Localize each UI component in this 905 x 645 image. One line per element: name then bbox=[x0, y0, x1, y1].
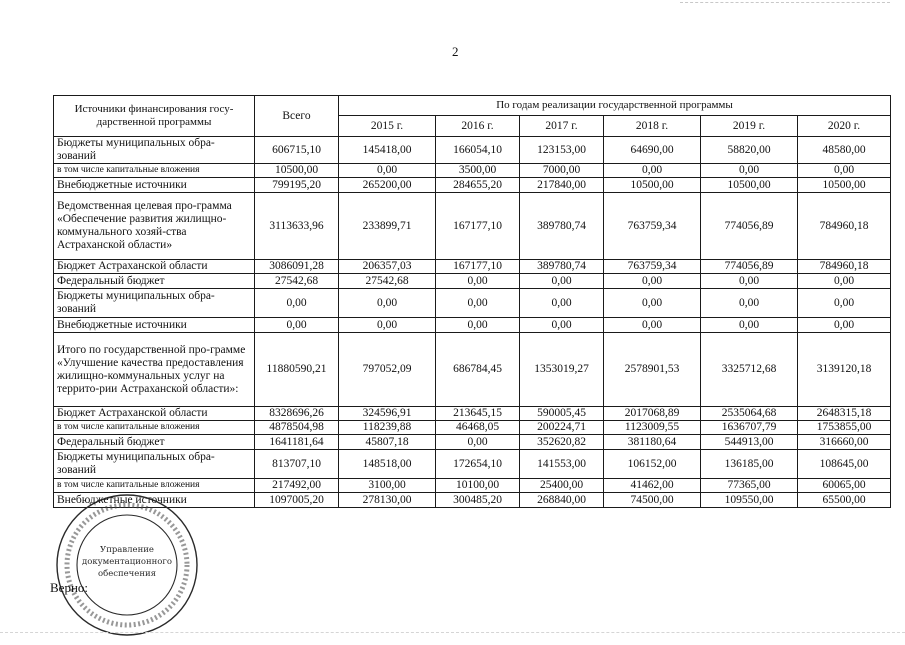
table-row bbox=[54, 421, 891, 435]
cell-year-value: 268840,00 bbox=[520, 493, 604, 508]
cell-total: 606715,10 bbox=[255, 137, 339, 164]
cell-total: 813707,10 bbox=[255, 450, 339, 479]
table-row bbox=[54, 289, 891, 318]
cell-year-value: 106152,00 bbox=[604, 450, 701, 479]
cell-year-value: 0,00 bbox=[520, 289, 604, 318]
page-number: 2 bbox=[452, 44, 459, 59]
cell-year-value: 0,00 bbox=[701, 289, 798, 318]
row-label: Бюджеты муниципальных обра-зований bbox=[54, 289, 255, 318]
cell-year-value: 381180,64 bbox=[604, 435, 701, 450]
cell-total: 27542,68 bbox=[255, 274, 339, 289]
cell-year-value: 0,00 bbox=[604, 274, 701, 289]
cell-year-value: 10500,00 bbox=[798, 178, 891, 193]
cell-year-value: 0,00 bbox=[604, 164, 701, 178]
cell-year-value: 0,00 bbox=[701, 274, 798, 289]
official-stamp bbox=[52, 490, 202, 640]
cell-year-value: 1353019,27 bbox=[520, 333, 604, 407]
cell-year-value: 0,00 bbox=[798, 274, 891, 289]
cell-year-value: 10100,00 bbox=[436, 479, 520, 493]
row-label: в том числе капитальные вложения bbox=[54, 421, 255, 435]
row-label: Итого по государственной про-грамме «Улучшение качества предоставления жилищно-коммунальных услуг на террито-рии Астраханской области»: bbox=[54, 333, 255, 407]
cell-total: 8328696,26 bbox=[255, 407, 339, 421]
cell-year-value: 1123009,55 bbox=[604, 421, 701, 435]
cell-year-value: 213645,15 bbox=[436, 407, 520, 421]
row-label: Бюджет Астраханской области bbox=[54, 407, 255, 421]
cell-year-value: 774056,89 bbox=[701, 193, 798, 260]
verno-signature-label: Верно: bbox=[50, 580, 89, 595]
table-row bbox=[54, 435, 891, 450]
table-row bbox=[54, 137, 891, 164]
table-row bbox=[54, 274, 891, 289]
cell-total: 3113633,96 bbox=[255, 193, 339, 260]
cell-year-value: 64690,00 bbox=[604, 137, 701, 164]
cell-year-value: 1753855,00 bbox=[798, 421, 891, 435]
cell-year-value: 2578901,53 bbox=[604, 333, 701, 407]
cell-year-value: 0,00 bbox=[339, 164, 436, 178]
cell-year-value: 784960,18 bbox=[798, 260, 891, 274]
cell-year-value: 10500,00 bbox=[604, 178, 701, 193]
bottom-scan-marks bbox=[0, 632, 905, 635]
cell-year-value: 3325712,68 bbox=[701, 333, 798, 407]
cell-year-value: 200224,71 bbox=[520, 421, 604, 435]
cell-year-value: 0,00 bbox=[339, 318, 436, 333]
stamp-text-2: документационного bbox=[81, 557, 173, 567]
cell-year-value: 0,00 bbox=[798, 164, 891, 178]
cell-year-value: 206357,03 bbox=[339, 260, 436, 274]
cell-year-value: 590005,45 bbox=[520, 407, 604, 421]
cell-year-value: 0,00 bbox=[701, 318, 798, 333]
cell-year-value: 27542,68 bbox=[339, 274, 436, 289]
row-label: Федеральный бюджет bbox=[54, 435, 255, 450]
cell-year-value: 0,00 bbox=[436, 435, 520, 450]
cell-year-value: 60065,00 bbox=[798, 479, 891, 493]
cell-year-value: 217840,00 bbox=[520, 178, 604, 193]
cell-year-value: 3100,00 bbox=[339, 479, 436, 493]
cell-total: 10500,00 bbox=[255, 164, 339, 178]
cell-year-value: 278130,00 bbox=[339, 493, 436, 508]
cell-year-value: 148518,00 bbox=[339, 450, 436, 479]
cell-year-value: 2535064,68 bbox=[701, 407, 798, 421]
cell-year-value: 784960,18 bbox=[798, 193, 891, 260]
cell-year-value: 544913,00 bbox=[701, 435, 798, 450]
table-row bbox=[54, 479, 891, 493]
row-label: Бюджеты муниципальных обра-зований bbox=[54, 450, 255, 479]
top-scan-marks bbox=[680, 2, 890, 5]
row-label: в том числе капитальные вложения bbox=[54, 164, 255, 178]
row-label: Внебюджетные источники bbox=[54, 178, 255, 193]
cell-year-value: 25400,00 bbox=[520, 479, 604, 493]
header-year: 2017 г. bbox=[520, 116, 604, 137]
header-year: 2016 г. bbox=[436, 116, 520, 137]
cell-year-value: 389780,74 bbox=[520, 260, 604, 274]
stamp-seal bbox=[52, 490, 202, 640]
table-row bbox=[54, 193, 891, 260]
cell-year-value: 0,00 bbox=[339, 289, 436, 318]
cell-year-value: 0,00 bbox=[798, 318, 891, 333]
table-row bbox=[54, 260, 891, 274]
cell-year-value: 145418,00 bbox=[339, 137, 436, 164]
cell-year-value: 3500,00 bbox=[436, 164, 520, 178]
cell-year-value: 46468,05 bbox=[436, 421, 520, 435]
table-row bbox=[54, 164, 891, 178]
financing-table bbox=[53, 95, 891, 508]
cell-total: 0,00 bbox=[255, 318, 339, 333]
cell-year-value: 167177,10 bbox=[436, 260, 520, 274]
cell-year-value: 58820,00 bbox=[701, 137, 798, 164]
cell-year-value: 141553,00 bbox=[520, 450, 604, 479]
table-body bbox=[54, 137, 891, 508]
cell-year-value: 41462,00 bbox=[604, 479, 701, 493]
cell-year-value: 136185,00 bbox=[701, 450, 798, 479]
cell-total: 799195,20 bbox=[255, 178, 339, 193]
row-label: в том числе капитальные вложения bbox=[54, 479, 255, 493]
cell-year-value: 797052,09 bbox=[339, 333, 436, 407]
cell-year-value: 1636707,79 bbox=[701, 421, 798, 435]
table-row bbox=[54, 493, 891, 508]
cell-year-value: 774056,89 bbox=[701, 260, 798, 274]
table-row bbox=[54, 318, 891, 333]
cell-year-value: 686784,45 bbox=[436, 333, 520, 407]
cell-total: 3086091,28 bbox=[255, 260, 339, 274]
header-year: 2015 г. bbox=[339, 116, 436, 137]
cell-year-value: 265200,00 bbox=[339, 178, 436, 193]
header-year: 2018 г. bbox=[604, 116, 701, 137]
stamp-text-3: обеспечения bbox=[97, 569, 157, 579]
header-year: 2019 г. bbox=[701, 116, 798, 137]
cell-year-value: 45807,18 bbox=[339, 435, 436, 450]
cell-year-value: 0,00 bbox=[604, 289, 701, 318]
cell-year-value: 109550,00 bbox=[701, 493, 798, 508]
row-label: Ведомственная целевая про-грамма «Обеспечение развития жилищно-коммунального хозяй-ства Астраханской области» bbox=[54, 193, 255, 260]
row-label: Внебюджетные источники bbox=[54, 493, 255, 508]
cell-year-value: 10500,00 bbox=[701, 178, 798, 193]
cell-year-value: 0,00 bbox=[798, 289, 891, 318]
cell-year-value: 0,00 bbox=[436, 274, 520, 289]
row-label: Бюджет Астраханской области bbox=[54, 260, 255, 274]
cell-year-value: 763759,34 bbox=[604, 193, 701, 260]
table-row bbox=[54, 333, 891, 407]
cell-year-value: 0,00 bbox=[520, 274, 604, 289]
cell-year-value: 118239,88 bbox=[339, 421, 436, 435]
cell-total: 1097005,20 bbox=[255, 493, 339, 508]
header-total: Всего bbox=[255, 96, 339, 137]
cell-year-value: 3139120,18 bbox=[798, 333, 891, 407]
cell-year-value: 284655,20 bbox=[436, 178, 520, 193]
cell-year-value: 0,00 bbox=[701, 164, 798, 178]
header-by-years: По годам реализации государственной программы bbox=[339, 96, 891, 116]
cell-year-value: 77365,00 bbox=[701, 479, 798, 493]
cell-year-value: 7000,00 bbox=[520, 164, 604, 178]
cell-year-value: 0,00 bbox=[520, 318, 604, 333]
row-label: Бюджеты муниципальных обра-зований bbox=[54, 137, 255, 164]
cell-year-value: 0,00 bbox=[436, 318, 520, 333]
cell-total: 1641181,64 bbox=[255, 435, 339, 450]
cell-year-value: 763759,34 bbox=[604, 260, 701, 274]
table-row bbox=[54, 178, 891, 193]
cell-total: 4878504,98 bbox=[255, 421, 339, 435]
cell-year-value: 324596,91 bbox=[339, 407, 436, 421]
cell-total: 217492,00 bbox=[255, 479, 339, 493]
cell-year-value: 108645,00 bbox=[798, 450, 891, 479]
row-label: Федеральный бюджет bbox=[54, 274, 255, 289]
header-year: 2020 г. bbox=[798, 116, 891, 137]
cell-year-value: 172654,10 bbox=[436, 450, 520, 479]
table-row bbox=[54, 450, 891, 479]
cell-year-value: 166054,10 bbox=[436, 137, 520, 164]
cell-year-value: 233899,71 bbox=[339, 193, 436, 260]
cell-total: 0,00 bbox=[255, 289, 339, 318]
row-label: Внебюджетные источники bbox=[54, 318, 255, 333]
header-source: Источники финансирования госу-дарственной программы bbox=[54, 96, 255, 137]
cell-year-value: 123153,00 bbox=[520, 137, 604, 164]
cell-year-value: 352620,82 bbox=[520, 435, 604, 450]
cell-year-value: 300485,20 bbox=[436, 493, 520, 508]
cell-year-value: 2017068,89 bbox=[604, 407, 701, 421]
cell-year-value: 2648315,18 bbox=[798, 407, 891, 421]
header-row-1 bbox=[54, 96, 891, 116]
cell-year-value: 65500,00 bbox=[798, 493, 891, 508]
stamp-text-1: Управление bbox=[100, 545, 154, 555]
cell-year-value: 167177,10 bbox=[436, 193, 520, 260]
cell-year-value: 389780,74 bbox=[520, 193, 604, 260]
cell-year-value: 0,00 bbox=[604, 318, 701, 333]
table-row bbox=[54, 407, 891, 421]
cell-year-value: 74500,00 bbox=[604, 493, 701, 508]
cell-year-value: 48580,00 bbox=[798, 137, 891, 164]
cell-year-value: 0,00 bbox=[436, 289, 520, 318]
cell-total: 11880590,21 bbox=[255, 333, 339, 407]
cell-year-value: 316660,00 bbox=[798, 435, 891, 450]
